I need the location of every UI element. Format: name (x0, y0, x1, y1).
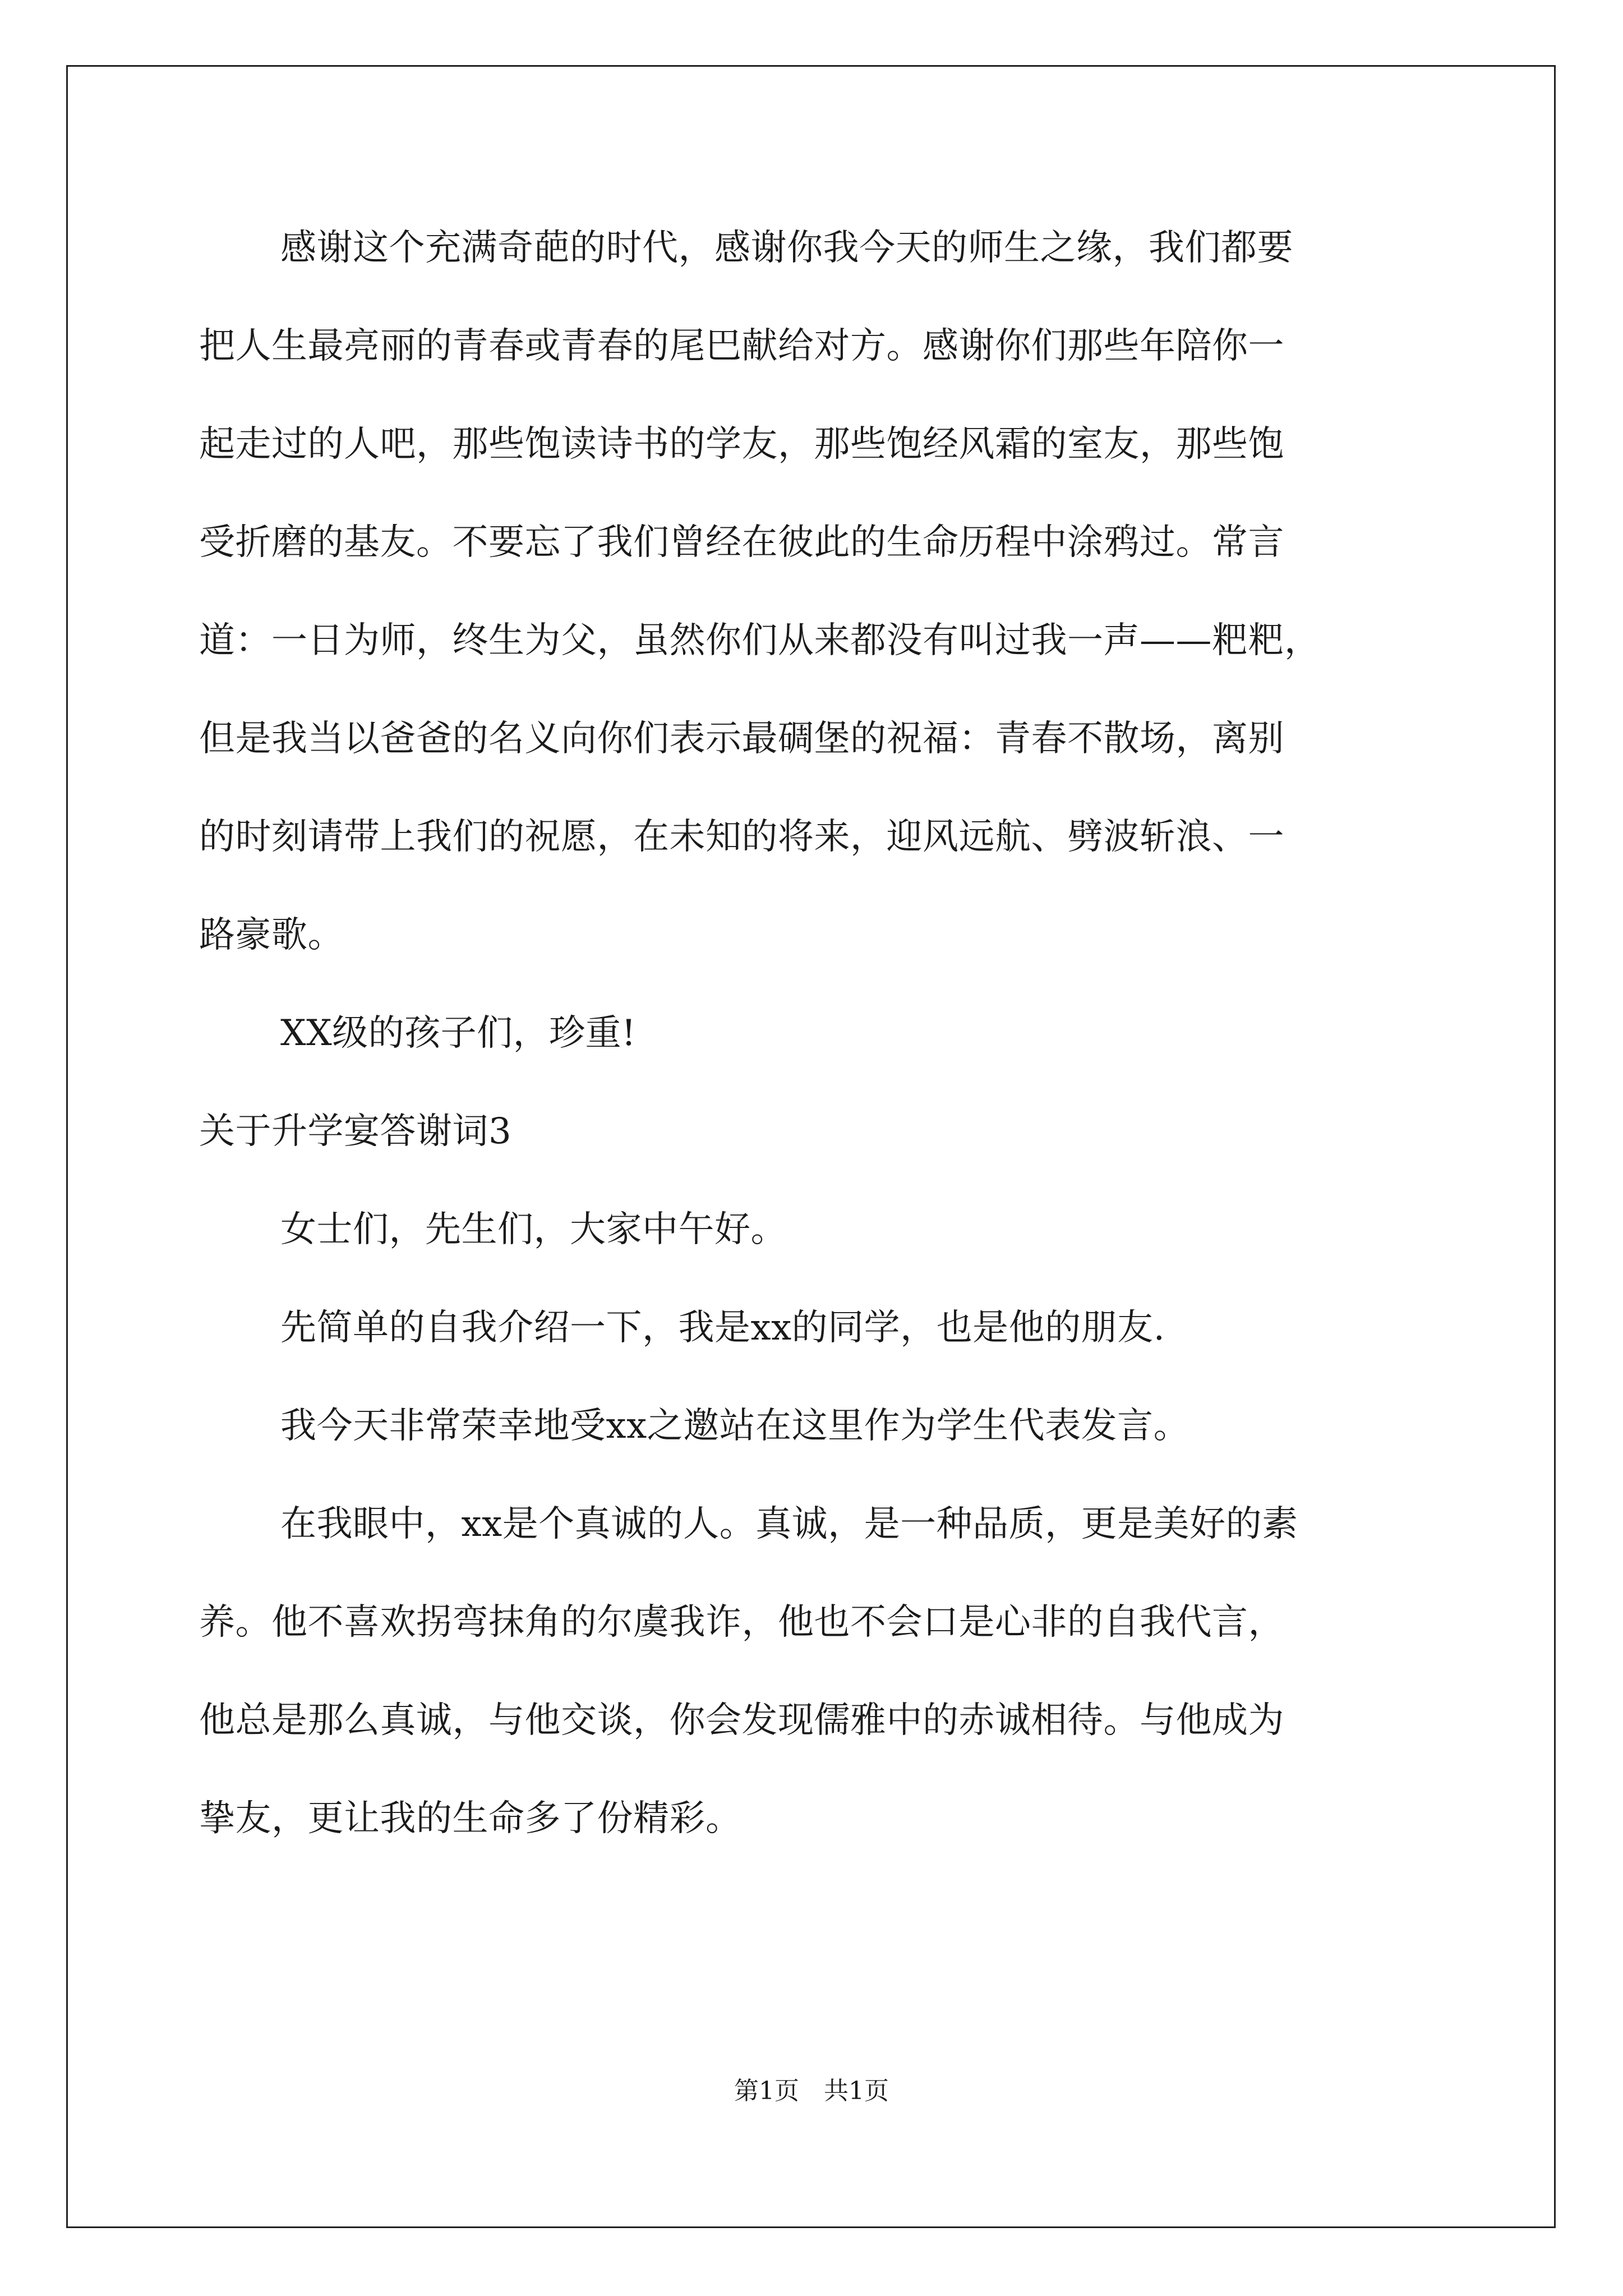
greeting: 女士们，先生们，大家中午好。 (280, 1209, 787, 1250)
paragraph-1-line-8: 路豪歌。 (199, 914, 344, 956)
page-footer (0, 2074, 1623, 2108)
paragraph-1-line-4: 受折磨的基友。不要忘了我们曾经在彼此的生命历程中涂鸦过。常言 (199, 522, 1284, 563)
page-total: 共1页 (824, 2077, 889, 2105)
paragraph-1-line-3: 起走过的人吧，那些饱读诗书的学友，那些饱经风霜的室友，那些饱 (199, 424, 1284, 465)
paragraph-2-line-4: 挚友，更让我的生命多了份精彩。 (199, 1798, 742, 1839)
paragraph-1-line-6: 但是我当以爸爸的名义向你们表示最碉堡的祝福：青春不散场，离别 (199, 718, 1284, 760)
paragraph-2-line-3: 他总是那么真诚，与他交谈，你会发现儒雅中的赤诚相待。与他成为 (199, 1700, 1284, 1741)
paragraph-1-line-7: 的时刻请带上我们的祝愿，在未知的将来，迎风远航、劈波斩浪、一 (199, 816, 1284, 858)
honor-statement: 我今天非常荣幸地受xx之邀站在这里作为学生代表发言。 (280, 1405, 1190, 1447)
paragraph-1-line-2: 把人生最亮丽的青春或青春的尾巴献给对方。感谢你们那些年陪你一 (199, 325, 1284, 367)
document-body (199, 209, 1461, 1878)
paragraph-1-line-1: 感谢这个充满奇葩的时代，感谢你我今天的师生之缘，我们都要 (280, 227, 1293, 269)
page-number: 第1页 (734, 2077, 799, 2105)
closing-line: XX级的孩子们，珍重! (280, 1013, 637, 1054)
paragraph-2-line-2: 养。他不喜欢拐弯抹角的尔虞我诈，他也不会口是心非的自我代言， (199, 1602, 1284, 1643)
paragraph-2-line-1: 在我眼中，xx是个真诚的人。真诚，是一种品质，更是美好的素 (280, 1503, 1298, 1545)
self-introduction: 先简单的自我介绍一下，我是xx的同学，也是他的朋友. (280, 1307, 1165, 1349)
paragraph-1-line-5: 道：一日为师，终生为父，虽然你们从来都没有叫过我一声——粑粑， (199, 620, 1321, 661)
section-title: 关于升学宴答谢词3 (199, 1111, 512, 1152)
